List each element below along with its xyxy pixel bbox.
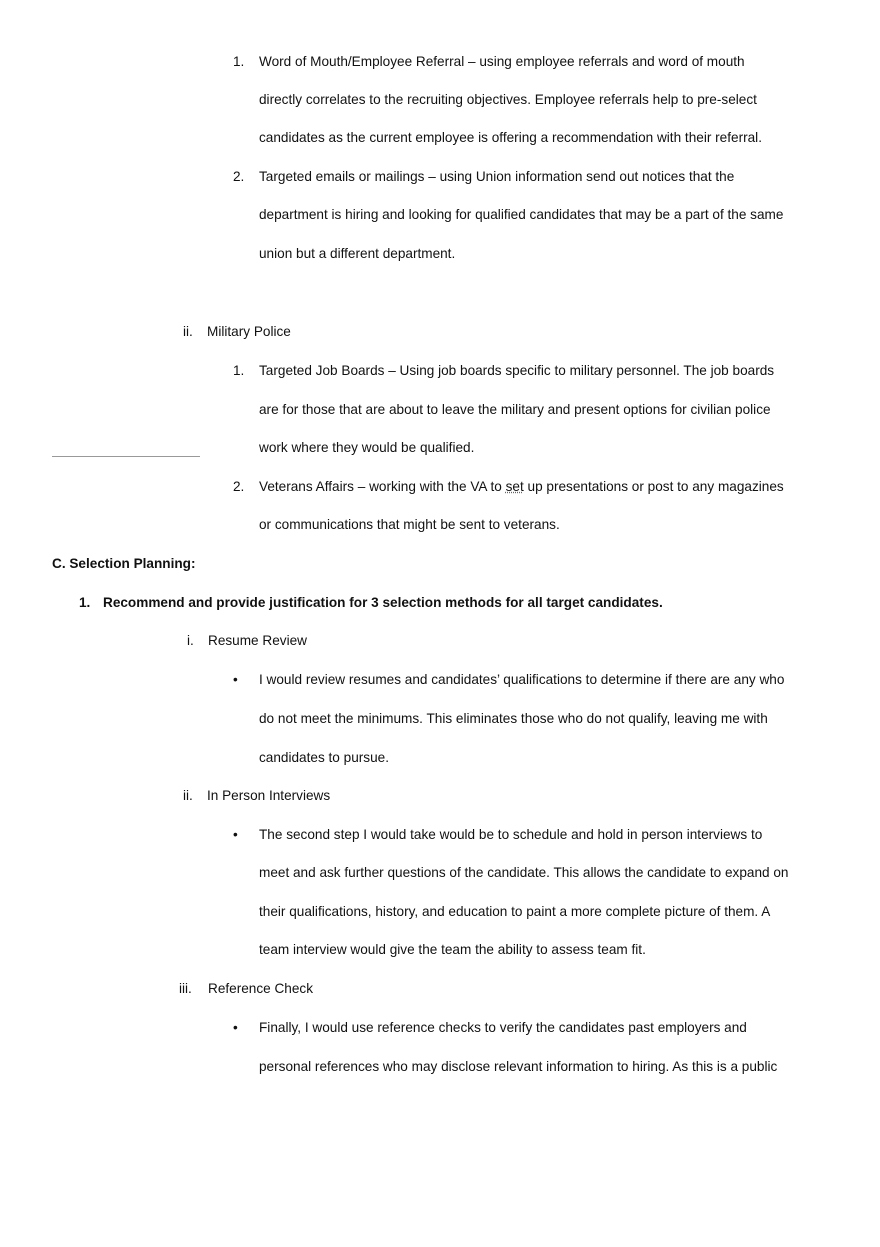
list-marker: 1. [233, 363, 245, 378]
list-item-text: Targeted emails or mailings – using Union information send out notices that the [259, 169, 735, 184]
method-title: Reference Check [208, 981, 314, 996]
list-marker: ii. [183, 324, 193, 339]
section-heading: C. Selection Planning: [52, 556, 196, 571]
list-item-text: Targeted Job Boards – Using job boards specific to military personnel. The job boards [259, 363, 775, 378]
bullet-text: team interview would give the team the ability to assess team fit. [259, 942, 646, 957]
text: Veterans Affairs – working with the VA to [259, 479, 506, 494]
bullet-text: personal references who may disclose relevant information to hiring. As this is a public [259, 1059, 778, 1074]
list-marker: 2. [233, 479, 245, 494]
list-item-text: directly correlates to the recruiting objectives. Employee referrals help to pre-select [259, 92, 757, 107]
subheading-military-police: Military Police [207, 324, 291, 339]
bullet-icon: • [233, 827, 238, 842]
bullet-icon: • [233, 1020, 238, 1035]
bullet-icon: • [233, 672, 238, 687]
method-title: In Person Interviews [207, 788, 331, 803]
list-item-text: department is hiring and looking for qualified candidates that may be a part of the same [259, 207, 784, 222]
list-item-text: work where they would be qualified. [259, 440, 475, 455]
list-item-text: candidates as the current employee is offering a recommendation with their referral. [259, 130, 762, 145]
bullet-text: Finally, I would use reference checks to verify the candidates past employers and [259, 1020, 747, 1035]
text: up presentations or post to any magazines [523, 479, 784, 494]
list-item-text: Word of Mouth/Employee Referral – using employee referrals and word of mouth [259, 54, 745, 69]
list-item-text: union but a different department. [259, 246, 456, 261]
list-item-text [259, 478, 784, 496]
bullet-text: their qualifications, history, and education to paint a more complete picture of them. A [259, 904, 771, 919]
list-item-text: are for those that are about to leave the military and present options for civilian police [259, 402, 771, 417]
bullet-text: The second step I would take would be to schedule and hold in person interviews to [259, 827, 763, 842]
list-marker: 1. [233, 54, 245, 69]
method-title: Resume Review [208, 633, 307, 648]
list-marker: i. [187, 633, 194, 648]
list-marker: 2. [233, 169, 245, 184]
bullet-text: I would review resumes and candidates’ qualifications to determine if there are any who [259, 672, 785, 687]
bullet-text: do not meet the minimums. This eliminates those who do not qualify, leaving me with [259, 711, 768, 726]
list-marker: ii. [183, 788, 193, 803]
bullet-text: candidates to pursue. [259, 750, 389, 765]
list-item-text: or communications that might be sent to veterans. [259, 517, 560, 532]
flagged-word: set [505, 479, 524, 494]
bullet-text: meet and ask further questions of the candidate. This allows the candidate to expand on [259, 865, 789, 880]
list-marker: 1. [79, 595, 91, 610]
list-marker: iii. [179, 981, 192, 996]
question-text: Recommend and provide justification for 3 selection methods for all target candidates. [103, 595, 663, 610]
comment-anchor-line [52, 456, 200, 457]
